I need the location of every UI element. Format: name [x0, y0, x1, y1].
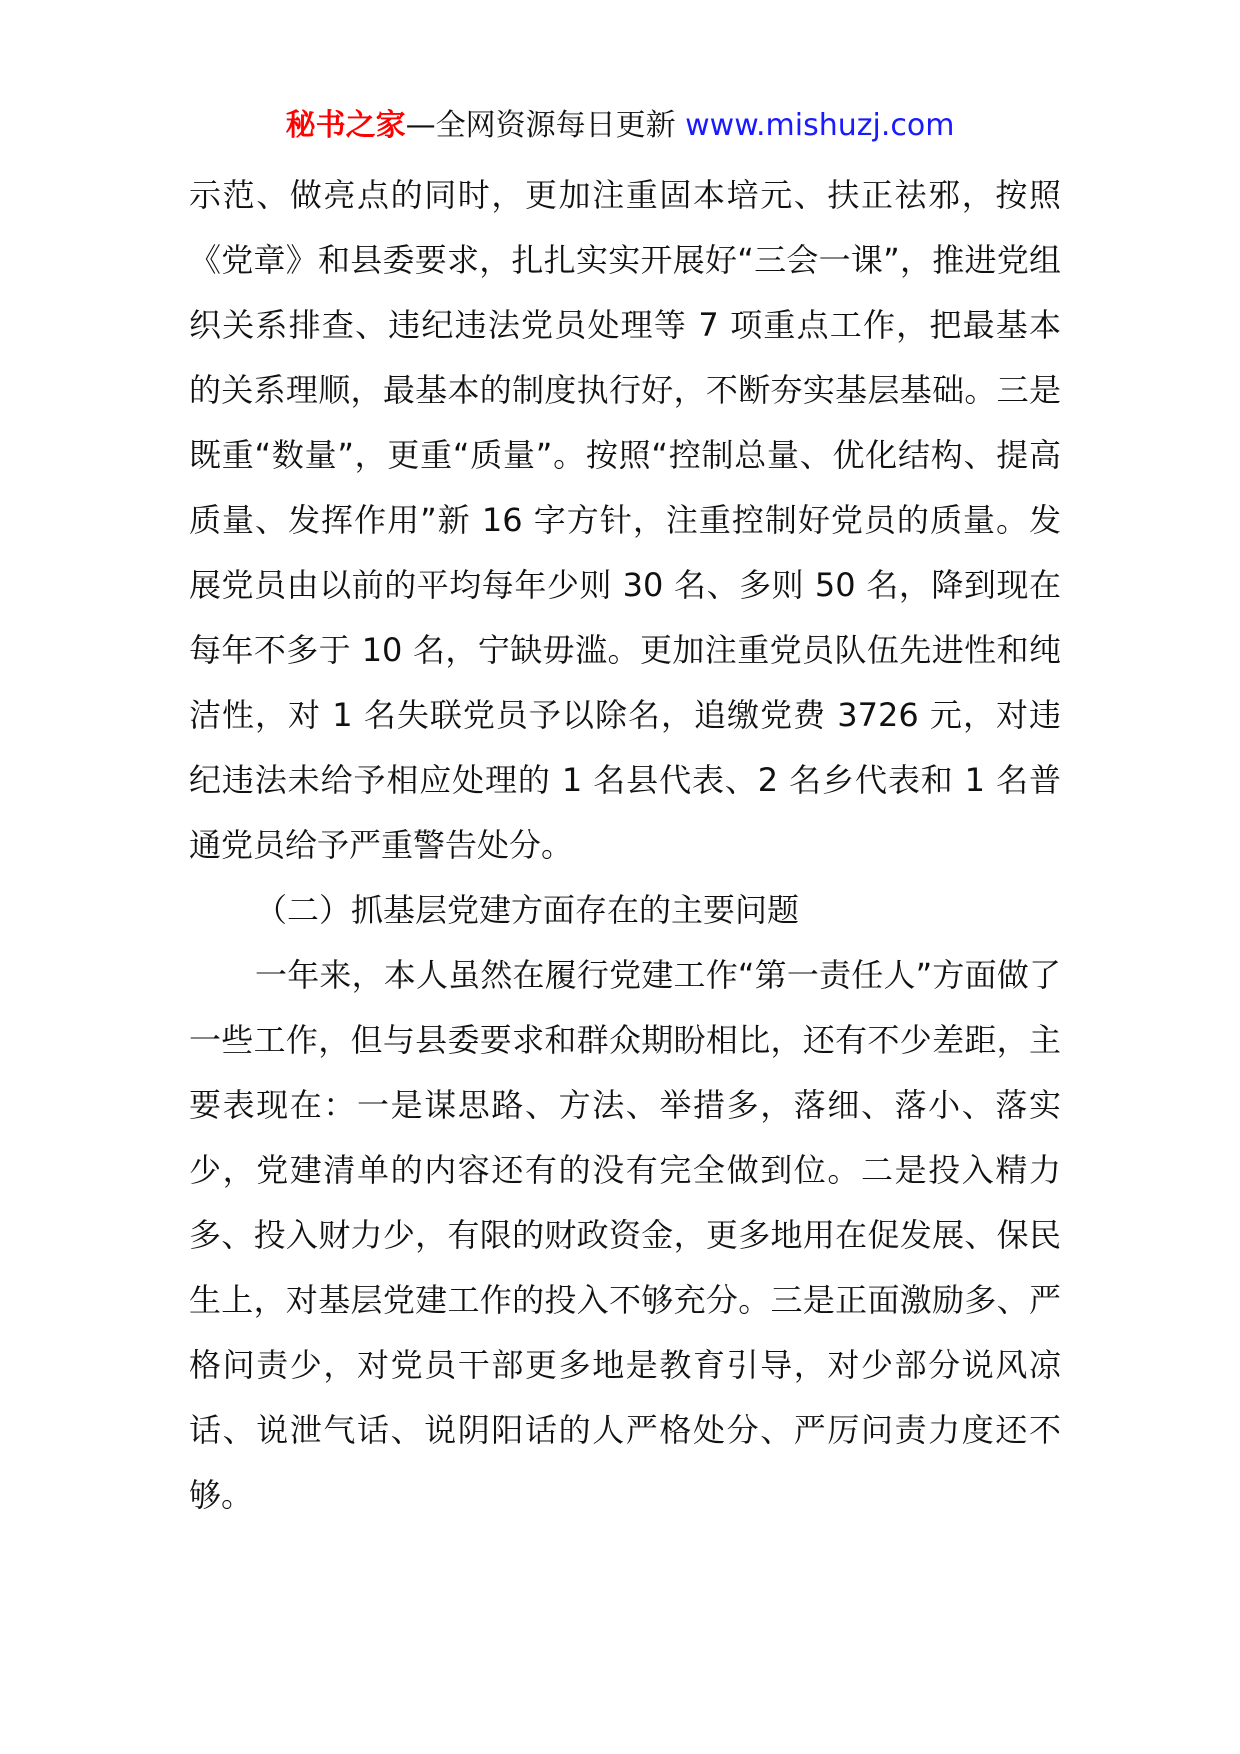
site-link[interactable]: www.mishuzj.com — [685, 108, 955, 143]
paragraph-continuation: 示范、做亮点的同时，更加注重固本培元、扶正祛邪，按照《党章》和县委要求，扎扎实实开展好“三会一课”，推进党组织关系排查、违纪违法党员处理等 7 项重点工作，把最基本的关系理顺，最基本的制度执行好，不断夯实基层基础。三是既重“数量”，更重“质量”。按照“控制总量、优化结构、提高质量、发挥作用”新 16 字方针，注重控制好党员的质量。发展党员由以前的平均每年少则 30 名、多则 50 名，降到现在每年不多于 10 名，宁缺毋滥。更加注重党员队伍先进性和纯洁性，对 1 名失联党员予以除名，追缴党费 3726 元，对违纪违法未给予相应处理的 1 名县代表、2 名乡代表和 1 名普通党员给予严重警告处分。 — [189, 176, 1061, 864]
page-header — [0, 104, 1240, 148]
paragraph-problems: 一年来，本人虽然在履行党建工作“第一责任人”方面做了一些工作，但与县委要求和群众期盼相比，还有不少差距，主要表现在：一是谋思路、方法、举措多，落细、落小、落实少，党建清单的内容还有的没有完全做到位。二是投入精力多、投入财力少，有限的财政资金，更多地用在促发展、保民生上，对基层党建工作的投入不够充分。三是正面激励多、严格问责少，对党员干部更多地是教育引导，对少部分说风凉话、说泄气话、说阴阳话的人严格处分、严厉问责力度还不够。 — [189, 956, 1061, 1514]
header-slogan: —全网资源每日更新 — [405, 108, 686, 143]
section-heading: （二）抓基层党建方面存在的主要问题 — [255, 891, 800, 929]
document-body — [189, 163, 1061, 1528]
brand-name: 秘书之家 — [285, 108, 406, 143]
